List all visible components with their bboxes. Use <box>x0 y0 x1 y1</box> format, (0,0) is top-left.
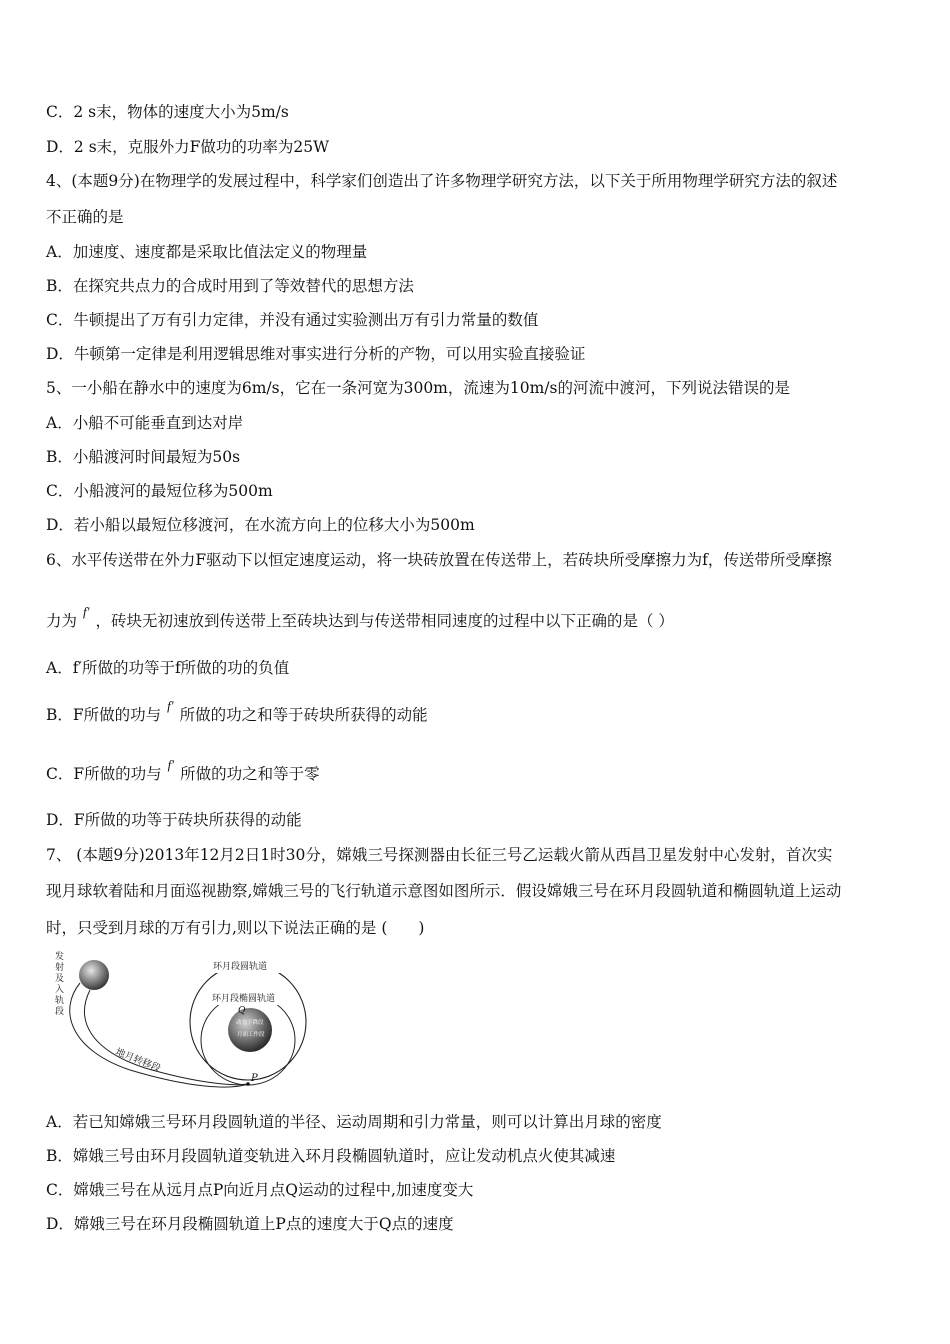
q4-option-c: C．牛顿提出了万有引力定律，并没有通过实验测出万有引力常量的数值 <box>46 311 539 329</box>
q6-option-d: D．F所做的功等于砖块所获得的动能 <box>46 811 302 829</box>
q5-stem: 5、一小船在静水中的速度为6m/s，它在一条河宽为300m，流速为10m/s的河流中渡河，下列说法错误的是 <box>46 379 790 397</box>
ellipse-orbit-label: 环月段椭圆轨道 <box>212 994 276 1004</box>
q6-option-a: A．f′所做的功等于f所做的功的负值 <box>46 659 290 677</box>
q7-option-a: A．若已知嫦娥三号环月段圆轨道的半径、运动周期和引力常量，则可以计算出月球的密度 <box>46 1113 662 1131</box>
q4-stem-line-2: 不正确的是 <box>46 208 124 226</box>
f-prime-symbol: f′ <box>83 604 90 619</box>
f-prime-symbol: f′ <box>167 698 174 713</box>
q7-option-c: C．嫦娥三号在从远月点P向近月点Q运动的过程中,加速度变大 <box>46 1181 474 1199</box>
q6-stem-2a: 力为 <box>46 612 78 630</box>
q3-option-d: D．2 s末，克服外力F做功的功率为25W <box>46 138 330 156</box>
q6b-part-1: B．F所做的功与 <box>46 706 162 724</box>
q6c-part-1: C．F所做的功与 <box>46 765 162 783</box>
f-prime-symbol: f′ <box>167 757 175 772</box>
launch-label-char: 入 <box>55 985 65 995</box>
q5-option-c: C．小船渡河的最短位移为500m <box>46 482 273 500</box>
q7-option-b: B．嫦娥三号由环月段圆轨道变轨进入环月段椭圆轨道时，应让发动机点火使其减速 <box>46 1147 616 1165</box>
moon-icon <box>228 1008 272 1052</box>
earth-icon <box>79 960 109 990</box>
q6b-part-2: 所做的功之和等于砖块所获得的动能 <box>179 706 428 724</box>
launch-label-char: 及 <box>55 974 65 984</box>
launch-label-char: 射 <box>55 963 65 973</box>
q6-option-c <box>46 757 320 785</box>
launch-label-char: 发 <box>55 952 65 962</box>
q5-option-b: B．小船渡河时间最短为50s <box>46 448 241 466</box>
point-q-label: Q <box>238 1006 246 1016</box>
q6-stem-line-1: 6、水平传送带在外力F驱动下以恒定速度运动，将一块砖放置在传送带上，若砖块所受摩擦力为f，传送带所受摩擦 <box>46 551 832 569</box>
launch-label-char: 轨 <box>55 996 65 1006</box>
q5-option-a: A．小船不可能垂直到达对岸 <box>46 414 244 432</box>
q6-option-b <box>46 698 428 726</box>
point-p-label: P <box>251 1073 258 1084</box>
q4-stem-line-1: 4、(本题9分)在物理学的发展过程中，科学家们创造出了许多物理学研究方法，以下关于所用物理学研究方法的叙述 <box>46 172 838 190</box>
transfer-label: 地月转移段 <box>113 1046 163 1075</box>
point-p-marker <box>246 1082 250 1086</box>
q7-stem-line-1: 7、 (本题9分)2013年12月2日1时30分，嫦娥三号探测器由长征三号乙运载火箭从西昌卫星发射中心发射，首次实 <box>46 846 833 864</box>
q7-option-d: D．嫦娥三号在环月段椭圆轨道上P点的速度大于Q点的速度 <box>46 1215 454 1233</box>
q3-option-c: C．2 s末，物体的速度大小为5m/s <box>46 103 289 121</box>
moon-label-1: 动力下降段 <box>236 1020 264 1026</box>
q4-option-b: B．在探究共点力的合成时用到了等效替代的思想方法 <box>46 277 414 295</box>
q7-stem-line-2: 现月球软着陆和月面巡视勘察,嫦娥三号的飞行轨道示意图如图所示．假设嫦娥三号在环月段圆轨道和椭圆轨道上运动 <box>46 882 842 900</box>
q6-stem-2b: ，砖块无初速放到传送带上至砖块达到与传送带相同速度的过程中以下正确的是（ ） <box>95 612 674 630</box>
circle-orbit-label: 环月段圆轨道 <box>213 962 268 972</box>
q4-option-a: A．加速度、速度都是采取比值法定义的物理量 <box>46 243 368 261</box>
launch-label <box>55 950 64 1017</box>
moon-label-2: 月面工作段 <box>237 1032 265 1038</box>
q4-option-d: D．牛顿第一定律是利用逻辑思维对事实进行分析的产物，可以用实验直接验证 <box>46 345 586 363</box>
q6-stem-line-2 <box>46 604 674 632</box>
q6c-part-2: 所做的功之和等于零 <box>180 765 320 783</box>
launch-label-char: 段 <box>55 1007 65 1017</box>
q5-option-d: D．若小船以最短位移渡河，在水流方向上的位移大小为500m <box>46 516 475 534</box>
q7-stem-line-3: 时，只受到月球的万有引力,则以下说法正确的是 ( ) <box>46 919 425 937</box>
orbit-diagram <box>50 950 320 1095</box>
